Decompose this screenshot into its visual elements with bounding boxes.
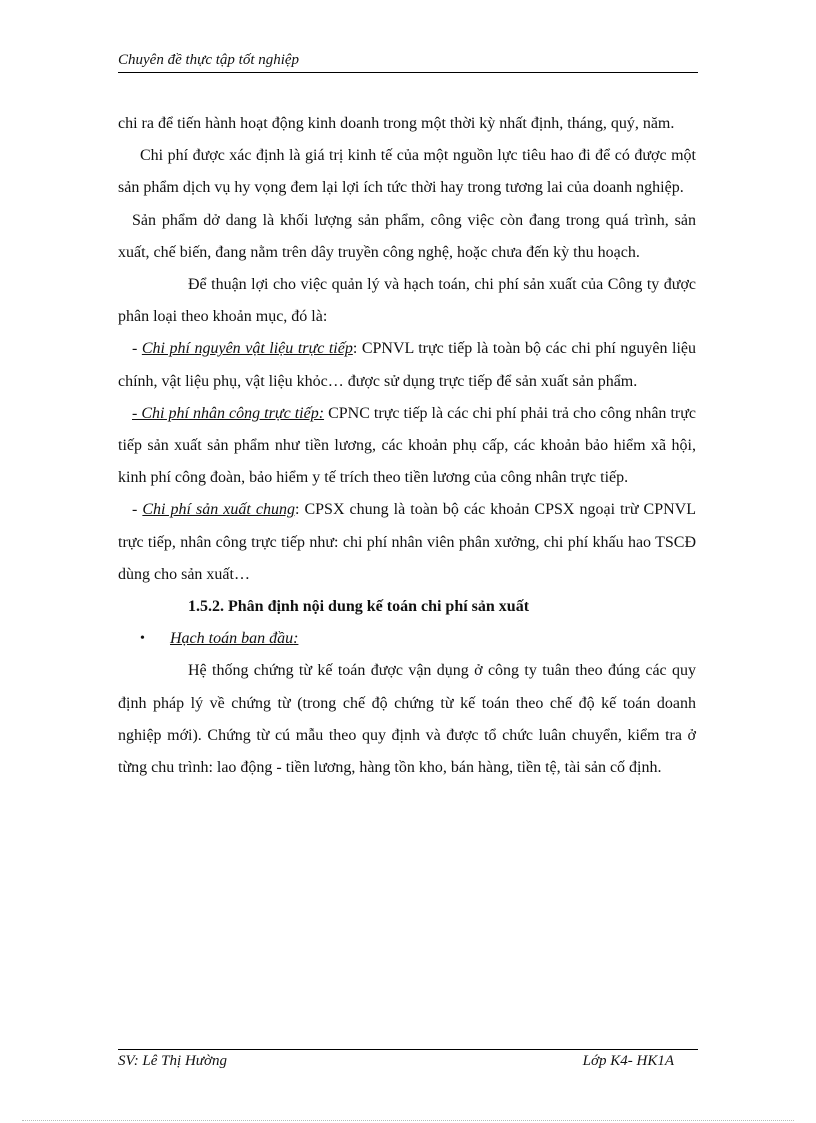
footer-student: SV: Lê Thị Hường <box>118 1053 227 1069</box>
item-label: Chi phí sản xuất chung <box>142 501 295 519</box>
bullet-item <box>118 623 696 655</box>
paragraph: Chi phí được xác định là giá trị kinh tế của một nguồn lực tiêu hao đi để có được một sản phẩm dịch vụ hy vọng đem lại lợi ích tức thời hay trong tương lai của doanh nghiệp. <box>118 147 696 197</box>
bullet-icon: • <box>140 631 145 647</box>
list-item <box>118 398 696 495</box>
item-prefix: - <box>132 501 143 519</box>
page-body <box>118 108 696 784</box>
paragraph: Sản phẩm dở dang là khối lượng sản phẩm, công việc còn đang trong quá trình, sản xuất, chế biến, đang nằm trên dây truyền công nghệ, hoặc chưa đến kỳ thu hoạch. <box>118 211 696 261</box>
bullet-colon: : <box>293 630 299 648</box>
item-text: : CPSX chung là toàn bộ các khoản CPSX ngoại trừ CPNVL trực tiếp, nhân công trực tiếp như: chi phí nhân viên phân xưởng, chi phí khấu hao TSCĐ dùng cho sản xuất… <box>118 501 696 583</box>
page-footer <box>118 1049 698 1070</box>
page-edge-divider <box>22 1120 794 1121</box>
list-item <box>118 494 696 591</box>
section-heading: 1.5.2. Phân định nội dung kế toán chi phí sản xuất <box>188 598 530 616</box>
item-prefix: - <box>132 340 142 358</box>
paragraph: Để thuận lợi cho việc quản lý và hạch toán, chi phí sản xuất của Công ty được phân loại theo khoản mục, đó là: <box>118 276 696 326</box>
item-label: - Chi phí nhân công trực tiếp: <box>132 404 325 422</box>
item-label: Chi phí nguyên vật liệu trực tiếp <box>141 340 353 358</box>
bullet-label: Hạch toán ban đầu <box>170 630 294 648</box>
header-title: Chuyên đề thực tập tốt nghiệp <box>118 52 300 68</box>
item-text: CPNC trực tiếp là các chi phí phải trả cho công nhân trực tiếp sản xuất sản phẩm như tiền lương, các khoản phụ cấp, các khoản bảo hiểm xã hội, kinh phí công đoàn, bảo hiểm y tế trích theo tiền lương của công nhân trực tiếp. <box>118 404 697 487</box>
paragraph: Hệ thống chứng từ kế toán được vận dụng ở công ty tuân theo đúng các quy định pháp lý về chứng từ (trong chế độ chứng từ kế toán theo chế độ kế toán doanh nghiệp mới). Chứng từ cú mẫu theo quy định và được tổ chức luân chuyển, kiểm tra ở từng chu trình: lao động - tiền lương, hàng tồn kho, bán hàng, tiền tệ, tài sản cố định. <box>118 662 696 777</box>
page-header <box>118 52 698 73</box>
item-text: : CPNVL trực tiếp là toàn bộ các chi phí nguyên liệu chính, vật liệu phụ, vật liệu khỏc… được sử dụng trực tiếp để sản xuất sản phẩm. <box>118 340 697 390</box>
paragraph: chi ra để tiến hành hoạt động kinh doanh trong một thời kỳ nhất định, tháng, quý, năm. <box>118 115 675 132</box>
list-item <box>118 333 696 397</box>
footer-class: Lớp K4- HK1A <box>582 1053 674 1069</box>
